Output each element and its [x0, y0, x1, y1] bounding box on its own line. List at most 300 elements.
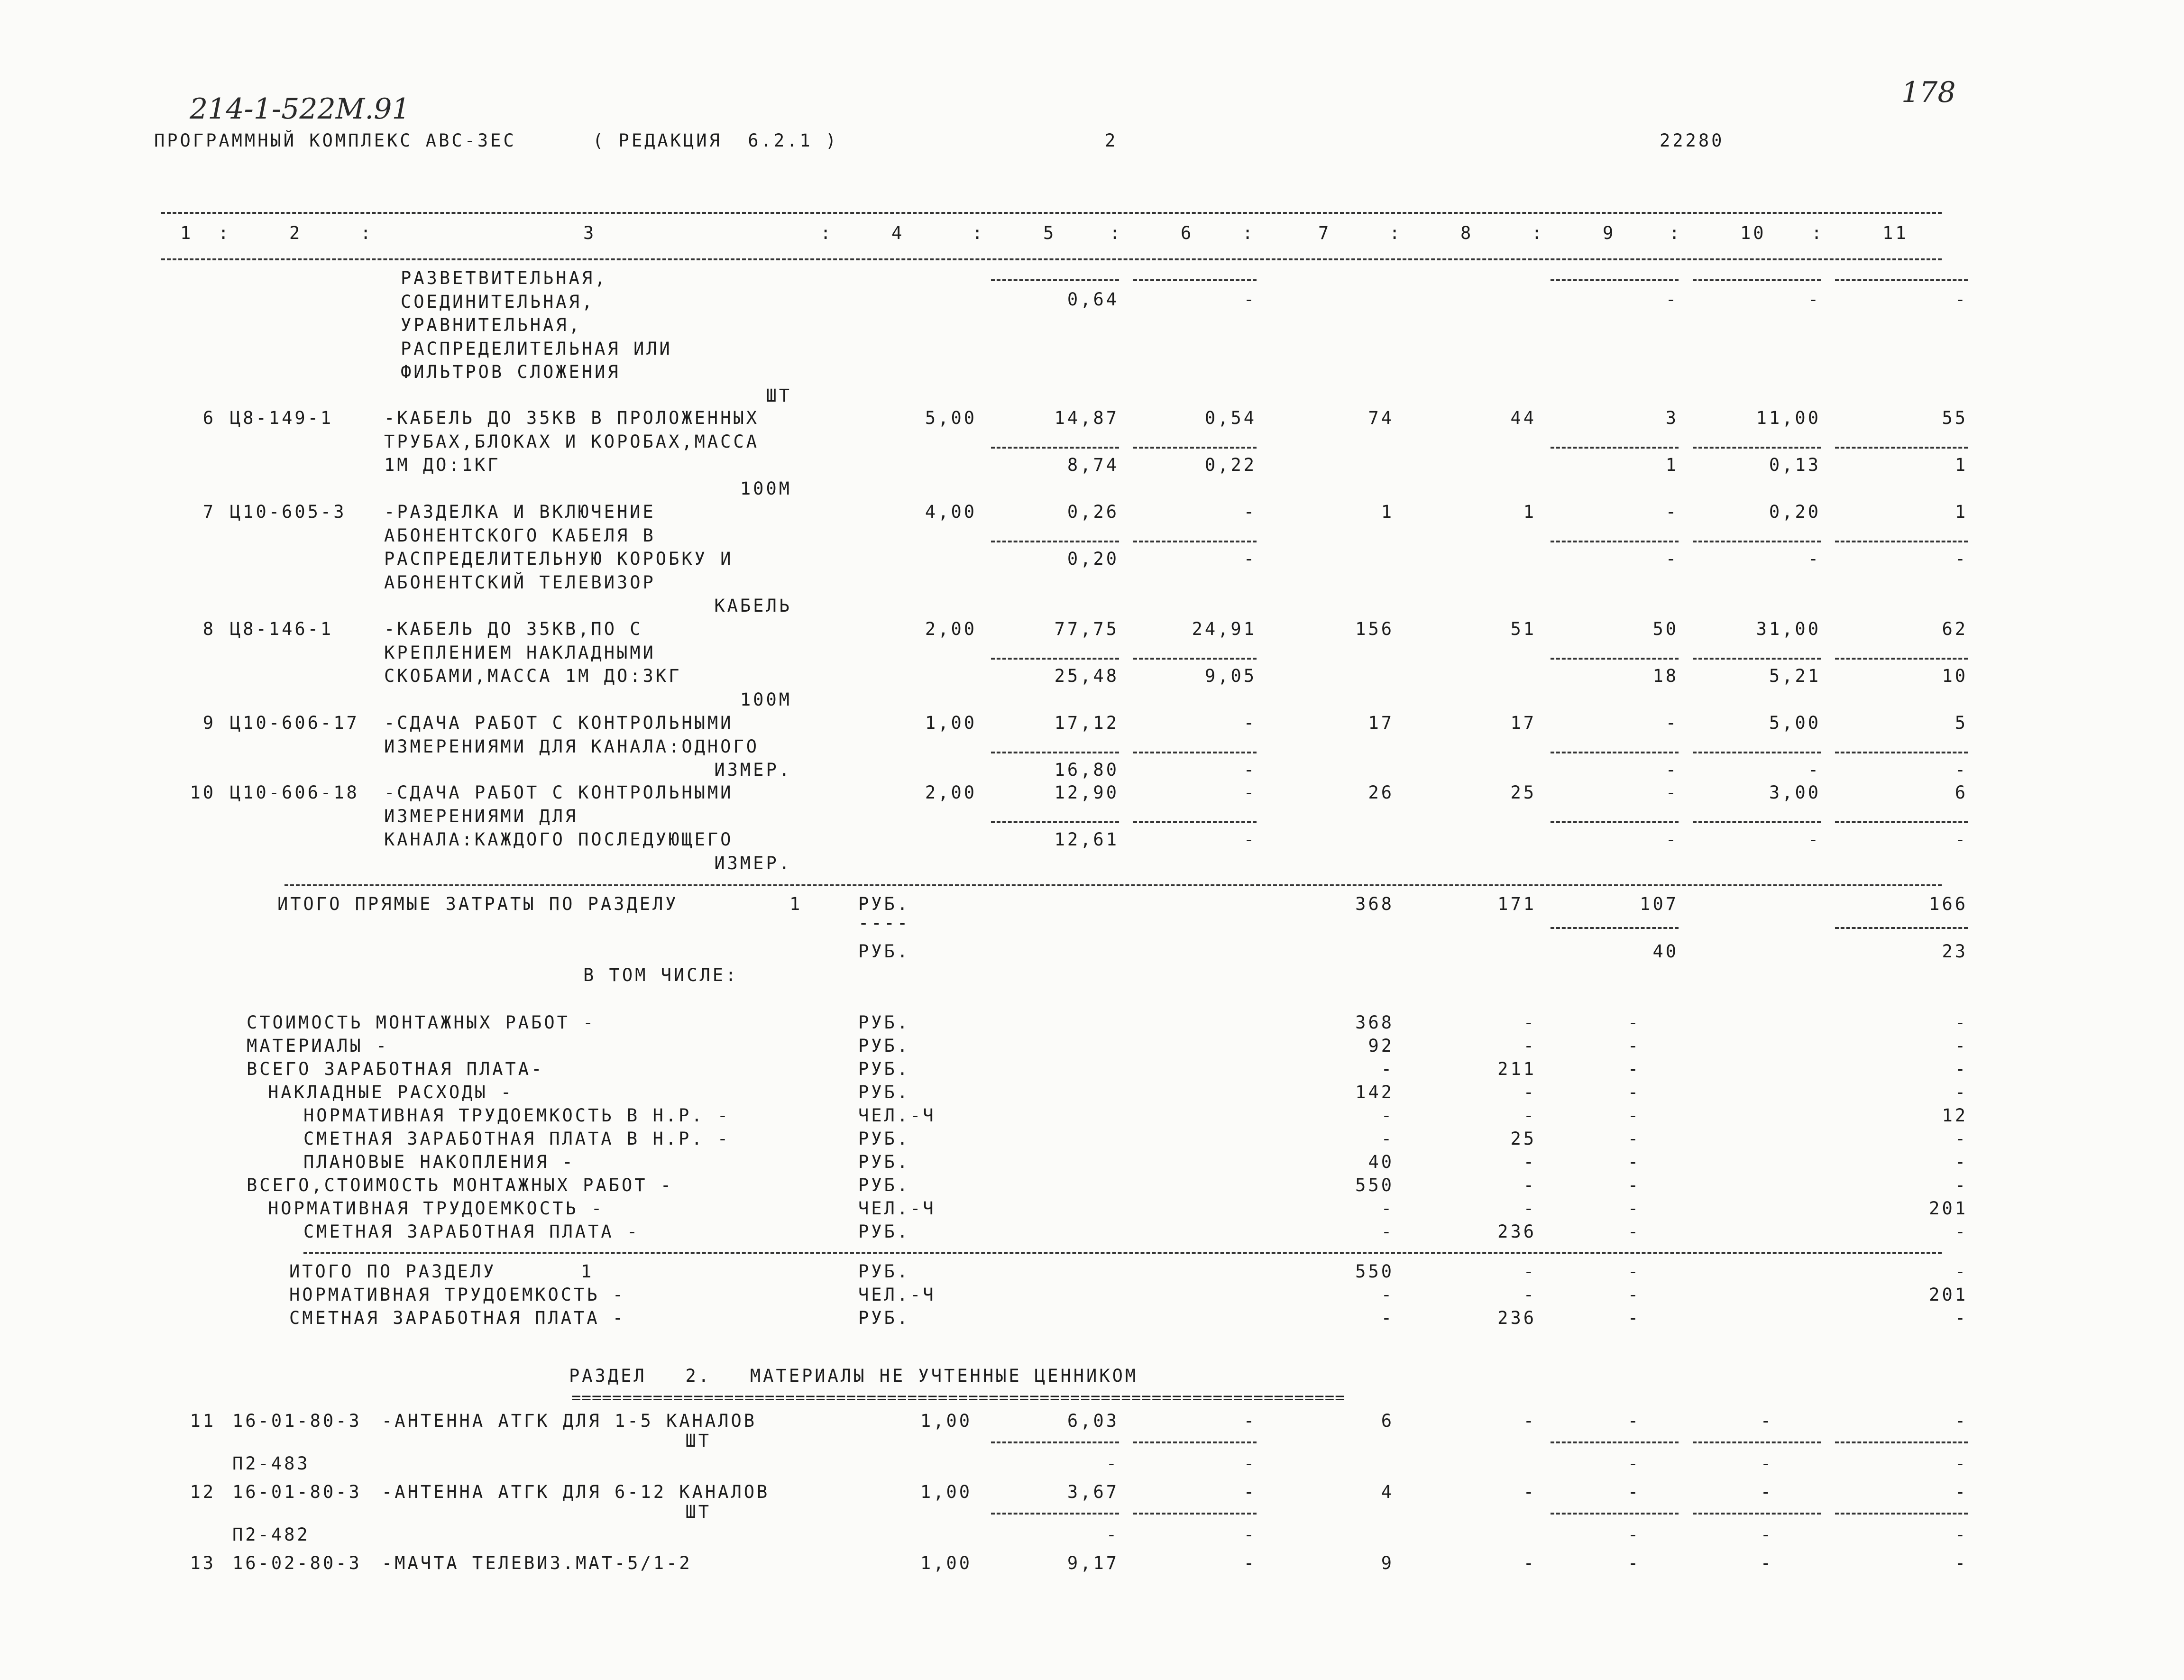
material-value-c4: 1,00 [920, 1411, 972, 1431]
column-separator: : [1110, 223, 1123, 243]
section-total-c9: - [1627, 1285, 1641, 1305]
material-description: -МАЧТА ТЕЛЕВИЗ.МАТ-5/1-2 [382, 1553, 692, 1573]
material-reference: П2-482 [232, 1524, 310, 1545]
totals-c11b: 23 [1942, 941, 1968, 962]
value-separator-c11 [1835, 821, 1968, 823]
breakdown-unit: РУБ. [858, 1129, 910, 1149]
value-separator-c5 [991, 447, 1119, 449]
section-total-c9: - [1627, 1261, 1641, 1282]
row-value-c9: - [1665, 502, 1679, 522]
row-description-line: РАСПРЕДЕЛИТЕЛЬНУЮ КОРОБКУ И [384, 549, 734, 569]
material-value-c5: 3,67 [1067, 1482, 1119, 1502]
breakdown-c9: - [1627, 1198, 1641, 1219]
value-separator-c10 [1693, 541, 1821, 542]
value-separator-c5 [991, 821, 1119, 823]
row-description-line: -КАБЕЛЬ ДО 35КВ В ПРОЛОЖЕННЫХ [384, 408, 760, 428]
including-heading: В ТОМ ЧИСЛЕ: [583, 965, 739, 985]
row-unit: ИЗМЕР. [714, 760, 792, 780]
breakdown-c7: 368 [1355, 1012, 1394, 1033]
value-separator-c6 [1133, 279, 1257, 281]
material-value-c6: - [1243, 1411, 1257, 1431]
material-value-c10: - [1760, 1411, 1773, 1431]
column-header-2: 2 [289, 223, 303, 243]
material-value-c7: 4 [1381, 1482, 1394, 1502]
column-separator: : [1389, 223, 1403, 243]
row-value-c5: 12,90 [1054, 782, 1119, 803]
section-total-c8: - [1523, 1285, 1536, 1305]
material-value-c8: - [1523, 1411, 1536, 1431]
material-value-c11b: - [1955, 1453, 1968, 1474]
row-value-c6: - [1243, 713, 1257, 733]
material-value-c9: - [1627, 1411, 1641, 1431]
column-header-3: 3 [583, 223, 596, 243]
material-unit: ШТ [685, 1502, 711, 1522]
material-value-c11: - [1955, 1482, 1968, 1502]
row-number: 9 [202, 713, 216, 733]
row-value-c5b: 12,61 [1054, 829, 1119, 850]
material-value-c11b: - [1955, 1524, 1968, 1545]
breakdown-c9: - [1627, 1221, 1641, 1242]
material-value-c6: - [1243, 1553, 1257, 1573]
row-value-c6b: - [1243, 829, 1257, 850]
row-unit: ИЗМЕР. [714, 853, 792, 873]
breakdown-c9: - [1627, 1129, 1641, 1149]
row-description-line: ФИЛЬТРОВ СЛОЖЕНИЯ [401, 362, 621, 382]
breakdown-c11: 201 [1929, 1198, 1968, 1219]
material-value-c9b: - [1627, 1524, 1641, 1545]
breakdown-c7: - [1381, 1198, 1394, 1219]
value-separator-c9 [1551, 752, 1679, 753]
row-value-c4: 4,00 [925, 502, 977, 522]
row-unit: 100М [740, 689, 792, 710]
row-value-c11b: - [1955, 289, 1968, 310]
row-value-c10: 11,00 [1756, 408, 1821, 428]
header-page: 2 [1105, 130, 1118, 151]
row-description-line: -СДАЧА РАБОТ С КОНТРОЛЬНЫМИ [384, 782, 734, 803]
section-total-c11: 201 [1929, 1285, 1968, 1305]
breakdown-label: ВСЕГО,СТОИМОСТЬ МОНТАЖНЫХ РАБОТ - [247, 1175, 674, 1195]
breakdown-unit: РУБ. [858, 1012, 910, 1033]
breakdown-c9: - [1627, 1082, 1641, 1102]
row-description-line: АБОНЕНТСКОГО КАБЕЛЯ В [384, 525, 656, 546]
value-separator-c5 [991, 279, 1119, 281]
breakdown-c8: 25 [1510, 1129, 1536, 1149]
material-value-c7: 9 [1381, 1553, 1394, 1573]
breakdown-label: НАКЛАДНЫЕ РАСХОДЫ - [268, 1082, 514, 1102]
row-value-c11: 55 [1942, 408, 1968, 428]
row-value-c10b: 5,21 [1769, 666, 1821, 686]
breakdown-c7: - [1381, 1105, 1394, 1126]
totals-unit-2: РУБ. [858, 941, 910, 962]
breakdown-c8: - [1523, 1082, 1536, 1102]
breakdown-c7: - [1381, 1129, 1394, 1149]
column-header-7: 7 [1318, 223, 1331, 243]
section-2-title: РАЗДЕЛ 2. МАТЕРИАЛЫ НЕ УЧТЕННЫЕ ЦЕННИКОМ [569, 1366, 1138, 1386]
section-total-c7: - [1381, 1285, 1394, 1305]
material-separator-c6 [1133, 1513, 1257, 1515]
row-value-c9: 50 [1652, 619, 1679, 639]
header-bottom-rule [161, 258, 1942, 260]
breakdown-label: СМЕТНАЯ ЗАРАБОТНАЯ ПЛАТА В Н.Р. - [303, 1129, 731, 1149]
edition-label: ( РЕДАКЦИЯ 6.2.1 ) [593, 130, 839, 151]
handwritten-doc-code: 214-1-522М.91 [190, 92, 410, 126]
row-value-c5b: 8,74 [1067, 455, 1119, 475]
row-value-c9b: - [1665, 829, 1679, 850]
value-separator-c9 [1551, 447, 1679, 449]
row-description-line: ТРУБАХ,БЛОКАХ И КОРОБАХ,МАССА [384, 431, 760, 452]
section-total-c7: - [1381, 1308, 1394, 1328]
material-separator-c9 [1551, 1441, 1679, 1443]
value-separator-c6 [1133, 541, 1257, 542]
breakdown-c11: - [1955, 1129, 1968, 1149]
section-total-c9: - [1627, 1308, 1641, 1328]
row-value-c7: 1 [1381, 502, 1394, 522]
header-code: 22280 [1660, 130, 1725, 151]
value-separator-c10 [1693, 752, 1821, 753]
handwritten-page-number: 178 [1901, 76, 1956, 109]
row-value-c4: 2,00 [925, 619, 977, 639]
column-header-4: 4 [891, 223, 905, 243]
row-value-c11b: 10 [1942, 666, 1968, 686]
breakdown-c9: - [1627, 1012, 1641, 1033]
column-header-6: 6 [1181, 223, 1194, 243]
material-value-c9: - [1627, 1482, 1641, 1502]
row-value-c10b: 0,13 [1769, 455, 1821, 475]
material-value-c5b: - [1106, 1524, 1119, 1545]
row-value-c6: 0,54 [1204, 408, 1257, 428]
breakdown-c11: - [1955, 1175, 1968, 1195]
row-value-c5b: 0,64 [1067, 289, 1119, 310]
header-top-rule [161, 212, 1942, 214]
row-value-c10b: - [1808, 760, 1821, 780]
section-total-unit: РУБ. [858, 1261, 910, 1282]
value-separator-c6 [1133, 447, 1257, 449]
totals-c11: 166 [1929, 894, 1968, 914]
column-separator: : [1242, 223, 1256, 243]
breakdown-c9: - [1627, 1175, 1641, 1195]
value-separator-c10 [1693, 279, 1821, 281]
breakdown-c9: - [1627, 1036, 1641, 1056]
row-value-c6b: - [1243, 760, 1257, 780]
row-value-c9b: - [1665, 549, 1679, 569]
material-separator-c11 [1835, 1441, 1968, 1443]
row-value-c10b: - [1808, 829, 1821, 850]
breakdown-c8: - [1523, 1036, 1536, 1056]
material-value-c6b: - [1243, 1524, 1257, 1545]
breakdown-c7: - [1381, 1221, 1394, 1242]
row-value-c5b: 0,20 [1067, 549, 1119, 569]
material-code: 16-01-80-3 [232, 1482, 362, 1502]
section-total-unit: РУБ. [858, 1308, 910, 1328]
row-value-c5b: 16,80 [1054, 760, 1119, 780]
breakdown-label: НОРМАТИВНАЯ ТРУДОЕМКОСТЬ - [268, 1198, 605, 1219]
value-separator-c11 [1835, 658, 1968, 660]
row-value-c10b: - [1808, 289, 1821, 310]
material-value-c4: 1,00 [920, 1482, 972, 1502]
row-value-c10b: - [1808, 549, 1821, 569]
row-value-c7: 17 [1368, 713, 1394, 733]
section-total-label: ИТОГО ПО РАЗДЕЛУ [289, 1261, 496, 1282]
breakdown-label: СМЕТНАЯ ЗАРАБОТНАЯ ПЛАТА - [303, 1221, 640, 1242]
row-unit: ШТ [766, 385, 792, 406]
column-separator: : [1811, 223, 1825, 243]
breakdown-c7: 142 [1355, 1082, 1394, 1102]
breakdown-c9: - [1627, 1059, 1641, 1079]
row-number: 8 [202, 619, 216, 639]
value-separator-c9 [1551, 821, 1679, 823]
row-value-c5: 0,26 [1067, 502, 1119, 522]
row-value-c9b: - [1665, 760, 1679, 780]
row-description-line: ИЗМЕРЕНИЯМИ ДЛЯ [384, 806, 578, 826]
row-value-c6b: 0,22 [1204, 455, 1257, 475]
material-number: 13 [190, 1553, 216, 1573]
row-code: Ц10-605-3 [230, 502, 347, 522]
row-description-line: 1М ДО:1КГ [384, 455, 501, 475]
value-separator-c9 [1551, 658, 1679, 660]
totals-c9-separator [1551, 927, 1679, 929]
breakdown-c8: 236 [1497, 1221, 1536, 1242]
row-value-c11b: 1 [1955, 455, 1968, 475]
row-description-line: КАНАЛА:КАЖДОГО ПОСЛЕДУЮЩЕГО [384, 829, 734, 850]
column-header-11: 11 [1882, 223, 1909, 243]
section-total-c11: - [1955, 1261, 1968, 1282]
column-header-5: 5 [1043, 223, 1056, 243]
breakdown-c7: 550 [1355, 1175, 1394, 1195]
breakdown-unit: РУБ. [858, 1082, 910, 1102]
breakdown-unit: РУБ. [858, 1152, 910, 1172]
row-value-c11b: - [1955, 549, 1968, 569]
row-value-c7: 74 [1368, 408, 1394, 428]
totals-c9: 107 [1640, 894, 1679, 914]
row-description-line: АБОНЕНТСКИЙ ТЕЛЕВИЗОР [384, 572, 656, 593]
totals-top-rule [284, 884, 1942, 886]
row-value-c6: - [1243, 782, 1257, 803]
row-value-c9b: 18 [1652, 666, 1679, 686]
breakdown-unit: РУБ. [858, 1036, 910, 1056]
row-code: Ц10-606-18 [230, 782, 359, 803]
material-unit: ШТ [685, 1431, 711, 1451]
column-separator: : [1669, 223, 1682, 243]
row-code: Ц10-606-17 [230, 713, 359, 733]
material-separator-c5 [991, 1513, 1119, 1515]
value-separator-c10 [1693, 447, 1821, 449]
column-header-9: 9 [1603, 223, 1616, 243]
breakdown-label: МАТЕРИАЛЫ - [247, 1036, 389, 1056]
section-total-c11: - [1955, 1308, 1968, 1328]
breakdown-c8: - [1523, 1198, 1536, 1219]
value-separator-c5 [991, 752, 1119, 753]
row-value-c4: 1,00 [925, 713, 977, 733]
row-value-c6b: - [1243, 289, 1257, 310]
row-value-c9b: 1 [1665, 455, 1679, 475]
material-value-c10b: - [1760, 1524, 1773, 1545]
section-total-c7: 550 [1355, 1261, 1394, 1282]
totals-c7: 368 [1355, 894, 1394, 914]
value-separator-c11 [1835, 541, 1968, 542]
row-value-c4: 2,00 [925, 782, 977, 803]
breakdown-c11: - [1955, 1221, 1968, 1242]
material-value-c9b: - [1627, 1453, 1641, 1474]
material-value-c10b: - [1760, 1453, 1773, 1474]
breakdown-c7: 92 [1368, 1036, 1394, 1056]
row-value-c10: 0,20 [1769, 502, 1821, 522]
row-value-c11: 5 [1955, 713, 1968, 733]
material-value-c6b: - [1243, 1453, 1257, 1474]
column-header-1: 1 [180, 223, 193, 243]
row-unit: КАБЕЛЬ [714, 596, 792, 616]
row-value-c6b: - [1243, 549, 1257, 569]
row-value-c5: 17,12 [1054, 713, 1119, 733]
row-value-c9: - [1665, 713, 1679, 733]
column-header-8: 8 [1460, 223, 1474, 243]
section-total-unit: ЧЕЛ.-Ч [858, 1285, 936, 1305]
row-value-c8: 25 [1510, 782, 1536, 803]
row-description-line: РАЗВЕТВИТЕЛЬНАЯ, [401, 268, 608, 288]
breakdown-c8: - [1523, 1105, 1536, 1126]
material-separator-c10 [1693, 1441, 1821, 1443]
material-reference: П2-483 [232, 1453, 310, 1474]
material-value-c10: - [1760, 1553, 1773, 1573]
material-value-c4: 1,00 [920, 1553, 972, 1573]
breakdown-label: ПЛАНОВЫЕ НАКОПЛЕНИЯ - [303, 1152, 575, 1172]
row-number: 7 [202, 502, 216, 522]
row-code: Ц8-146-1 [230, 619, 334, 639]
totals-c9b: 40 [1652, 941, 1679, 962]
value-separator-c6 [1133, 821, 1257, 823]
breakdown-c11: 12 [1942, 1105, 1968, 1126]
row-unit: 100М [740, 478, 792, 499]
row-value-c9: - [1665, 782, 1679, 803]
totals-unit-dash: ---- [858, 913, 910, 933]
section-2-underline: ============================================================================ [571, 1388, 1345, 1407]
row-value-c8: 1 [1523, 502, 1536, 522]
totals-c8: 171 [1497, 894, 1536, 914]
value-separator-c10 [1693, 821, 1821, 823]
material-value-c10: - [1760, 1482, 1773, 1502]
material-value-c8: - [1523, 1553, 1536, 1573]
column-separator: : [820, 223, 834, 243]
breakdown-unit: РУБ. [858, 1221, 910, 1242]
value-separator-c11 [1835, 752, 1968, 753]
breakdown-c9: - [1627, 1152, 1641, 1172]
section-total-num: 1 [581, 1261, 594, 1282]
material-value-c6: - [1243, 1482, 1257, 1502]
row-description-line: -СДАЧА РАБОТ С КОНТРОЛЬНЫМИ [384, 713, 734, 733]
breakdown-c9: - [1627, 1105, 1641, 1126]
breakdown-c7: - [1381, 1059, 1394, 1079]
material-description: -АНТЕННА АТГК ДЛЯ 6-12 КАНАЛОВ [382, 1482, 770, 1502]
row-value-c7: 156 [1355, 619, 1394, 639]
material-separator-c6 [1133, 1441, 1257, 1443]
row-value-c10: 3,00 [1769, 782, 1821, 803]
row-value-c9b: - [1665, 289, 1679, 310]
row-description-line: УРАВНИТЕЛЬНАЯ, [401, 315, 582, 335]
totals-label: ИТОГО ПРЯМЫЕ ЗАТРАТЫ ПО РАЗДЕЛУ [277, 894, 679, 914]
row-value-c6: 24,91 [1192, 619, 1257, 639]
row-value-c7: 26 [1368, 782, 1394, 803]
material-value-c5: 9,17 [1067, 1553, 1119, 1573]
breakdown-c8: - [1523, 1175, 1536, 1195]
row-description-line: КРЕПЛЕНИЕМ НАКЛАДНЫМИ [384, 642, 656, 663]
breakdown-c11: - [1955, 1059, 1968, 1079]
breakdown-label: СТОИМОСТЬ МОНТАЖНЫХ РАБОТ - [247, 1012, 596, 1033]
material-value-c5b: - [1106, 1453, 1119, 1474]
material-value-c8: - [1523, 1482, 1536, 1502]
breakdown-label: НОРМАТИВНАЯ ТРУДОЕМКОСТЬ В Н.Р. - [303, 1105, 731, 1126]
material-description: -АНТЕННА АТГК ДЛЯ 1-5 КАНАЛОВ [382, 1411, 757, 1431]
value-separator-c9 [1551, 541, 1679, 542]
material-value-c9: - [1627, 1553, 1641, 1573]
program-title: ПРОГРАММНЫЙ КОМПЛЕКС АВС-3ЕС [154, 130, 516, 151]
breakdown-unit: РУБ. [858, 1059, 910, 1079]
row-value-c10: 5,00 [1769, 713, 1821, 733]
row-description-line: -РАЗДЕЛКА И ВКЛЮЧЕНИЕ [384, 502, 656, 522]
totals-c11-separator [1835, 927, 1968, 929]
row-value-c11: 6 [1955, 782, 1968, 803]
breakdown-c7: 40 [1368, 1152, 1394, 1172]
row-number: 6 [202, 408, 216, 428]
section-total-c8: - [1523, 1261, 1536, 1282]
breakdown-unit: ЧЕЛ.-Ч [858, 1198, 936, 1219]
value-separator-c5 [991, 541, 1119, 542]
column-separator: : [360, 223, 374, 243]
row-value-c6b: 9,05 [1204, 666, 1257, 686]
column-separator: : [218, 223, 231, 243]
material-separator-c11 [1835, 1513, 1968, 1515]
value-separator-c11 [1835, 447, 1968, 449]
column-header-10: 10 [1740, 223, 1766, 243]
breakdown-c8: - [1523, 1012, 1536, 1033]
row-value-c11: 1 [1955, 502, 1968, 522]
column-separator: : [972, 223, 985, 243]
value-separator-c11 [1835, 279, 1968, 281]
row-value-c8: 51 [1510, 619, 1536, 639]
row-number: 10 [190, 782, 216, 803]
value-separator-c9 [1551, 279, 1679, 281]
breakdown-unit: РУБ. [858, 1175, 910, 1195]
material-number: 12 [190, 1482, 216, 1502]
row-value-c11b: - [1955, 760, 1968, 780]
breakdown-c8: - [1523, 1152, 1536, 1172]
row-value-c4: 5,00 [925, 408, 977, 428]
row-value-c11b: - [1955, 829, 1968, 850]
column-separator: : [1532, 223, 1545, 243]
row-value-c6: - [1243, 502, 1257, 522]
breakdown-c11: - [1955, 1152, 1968, 1172]
value-separator-c6 [1133, 752, 1257, 753]
totals-unit: РУБ. [858, 894, 910, 914]
material-value-c7: 6 [1381, 1411, 1394, 1431]
material-code: 16-02-80-3 [232, 1553, 362, 1573]
material-code: 16-01-80-3 [232, 1411, 362, 1431]
row-value-c5b: 25,48 [1054, 666, 1119, 686]
row-value-c10: 31,00 [1756, 619, 1821, 639]
material-number: 11 [190, 1411, 216, 1431]
row-value-c9: 3 [1665, 408, 1679, 428]
row-description-line: РАСПРЕДЕЛИТЕЛЬНАЯ ИЛИ [401, 338, 672, 359]
material-separator-c5 [991, 1441, 1119, 1443]
row-description-line: -КАБЕЛЬ ДО 35КВ,ПО С [384, 619, 643, 639]
value-separator-c10 [1693, 658, 1821, 660]
breakdown-c11: - [1955, 1036, 1968, 1056]
material-value-c11: - [1955, 1553, 1968, 1573]
row-value-c8: 17 [1510, 713, 1536, 733]
breakdown-unit: ЧЕЛ.-Ч [858, 1105, 936, 1126]
row-description-line: СКОБАМИ,МАССА 1М ДО:3КГ [384, 666, 682, 686]
row-description-line: СОЕДИНИТЕЛЬНАЯ, [401, 291, 595, 312]
row-value-c8: 44 [1510, 408, 1536, 428]
value-separator-c5 [991, 658, 1119, 660]
